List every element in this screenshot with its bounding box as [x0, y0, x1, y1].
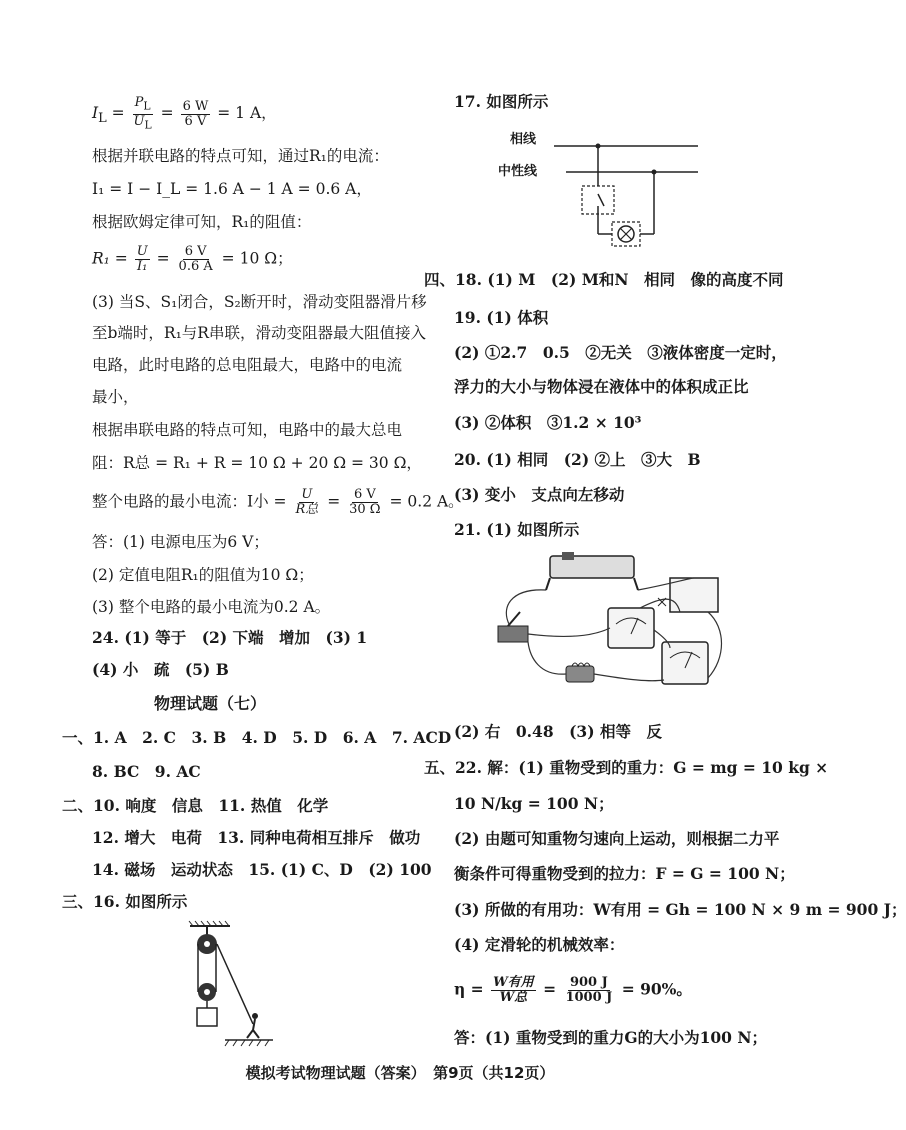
text-line: I₁ = I − I_L = 1.6 A − 1 A = 0.6 A，: [92, 180, 372, 198]
answer-line: (4) 定滑轮的机械效率：: [454, 935, 625, 954]
section-title: 物理试题（七）: [153, 694, 266, 713]
answer-line: 24. (1) 等于 (2) 下端 增加 (3) 1: [92, 628, 368, 647]
answer-line: 12. 增大 电荷 13. 同种电荷相互排斥 做功: [92, 828, 421, 847]
text-line: 最小，: [92, 388, 139, 406]
equation-efficiency: η = $\frac{\text{W有用}}{\text{W总}}$ = $\frac{900 J}{1000 J}$ = 90%。: [454, 975, 692, 1005]
neutral-wire-label: 中性线: [498, 164, 538, 179]
answer-line: 浮力的大小与物体浸在液体中的体积成正比: [454, 377, 749, 396]
page-footer: 模拟考试物理试题（答案） 第9页（共12页）: [245, 1064, 555, 1082]
answer-line: 14. 磁场 运动状态 15. (1) C、D (2) 100: [92, 860, 432, 879]
answer-line: 答：(1) 重物受到的重力G的大小为100 N；: [454, 1028, 768, 1047]
text-line: (3) 当S、S₁闭合，S₂断开时，滑动变阻器滑片移: [92, 293, 427, 311]
answer-line: 衡条件可得重物受到的拉力：F = G = 100 N；: [454, 864, 795, 883]
answer-line: 五、22. 解：(1) 重物受到的重力：G = mg = 10 kg ×: [424, 758, 829, 777]
answer-line: 10 N/kg = 100 N；: [454, 794, 614, 813]
fraction: $\frac{U}{\text{R总}}$: [295, 487, 319, 517]
fraction: $\frac{6 W}{6 V}$: [182, 98, 209, 129]
answer-line: (2) 右 0.48 (3) 相等 反: [454, 722, 662, 741]
equation-min-current: 整个电路的最小电流：I小 = $\frac{U}{\text{R总}}$ = $\frac{6 V}{30 \Omega}$ = 0.2 A。: [92, 487, 464, 517]
live-wire-label: 相线: [510, 132, 537, 147]
answer-line: 8. BC 9. AC: [92, 762, 201, 781]
answer-line: 20. (1) 相同 (2) ②上 ③大 B: [454, 450, 701, 469]
answer-line: 四、18. (1) M (2) M和N 相同 像的高度不同: [424, 270, 784, 289]
answer-line: 二、10. 响度 信息 11. 热值 化学: [62, 796, 329, 815]
household-circuit-diagram: [510, 138, 700, 250]
answer-line: 三、16. 如图所示: [62, 892, 188, 911]
answer-line: 17. 如图所示: [454, 92, 549, 111]
text-line: 根据欧姆定律可知，R₁的阻值：: [92, 213, 312, 231]
answer-line: 一、1. A 2. C 3. B 4. D 5. D 6. A 7. ACD: [62, 728, 452, 747]
answer-line: (2) 定值电阻R₁的阻值为10 Ω；: [92, 566, 314, 584]
fraction: $\frac{900 J}{1000 J}$: [565, 975, 613, 1005]
answer-line: (2) 由题可知重物匀速向上运动，则根据二力平: [454, 829, 780, 848]
answer-line: 答：(1) 电源电压为6 V；: [92, 533, 269, 551]
equation-current-lamp: $I_L$ = $\frac{P_L}{U_L}$ = $\frac{6 W}{6 V}$ = 1 A，: [92, 95, 277, 132]
answer-line: (2) ①2.7 0.5 ②无关 ③液体密度一定时，: [454, 343, 787, 362]
fraction: $\frac{6 V}{30 \Omega}$: [349, 487, 381, 517]
text-line: 至b端时，R₁与R串联，滑动变阻器最大阻值接入: [92, 324, 426, 342]
answer-line: (3) ②体积 ③1.2 × 10³: [454, 413, 642, 432]
text-line: 阻：R总 = R₁ + R = 10 Ω + 20 Ω = 30 Ω，: [92, 454, 422, 472]
equation-r1: R₁ = $\frac{U}{\text{I₁}}$ = $\frac{6 V}{0.6 A}$ = 10 Ω；: [92, 244, 293, 274]
text-line: 电路，此时电路的总电阻最大，电路中的电流: [92, 356, 403, 374]
answer-line: (3) 整个电路的最小电流为0.2 A。: [92, 598, 331, 616]
fraction: $\frac{P_L}{U_L}$: [133, 95, 152, 132]
pulley-diagram: [185, 920, 275, 1048]
experiment-circuit-diagram: [490, 548, 730, 698]
text-line: 根据并联电路的特点可知，通过R₁的电流：: [92, 147, 389, 165]
answer-line: (3) 所做的有用功：W有用 = Gh = 100 N × 9 m = 900 J；: [454, 900, 906, 919]
answer-line: 19. (1) 体积: [454, 308, 549, 327]
answer-line: (4) 小 疏 (5) B: [92, 660, 229, 679]
fraction: $\frac{U}{\text{I₁}}$: [136, 244, 148, 274]
answer-line: 21. (1) 如图所示: [454, 520, 580, 539]
fraction: $\frac{\text{W有用}}{\text{W总}}$: [493, 975, 534, 1005]
fraction: $\frac{6 V}{0.6 A}$: [178, 244, 213, 274]
text-line: 根据串联电路的特点可知，电路中的最大总电: [92, 421, 403, 439]
answer-line: (3) 变小 支点向左移动: [454, 485, 625, 504]
